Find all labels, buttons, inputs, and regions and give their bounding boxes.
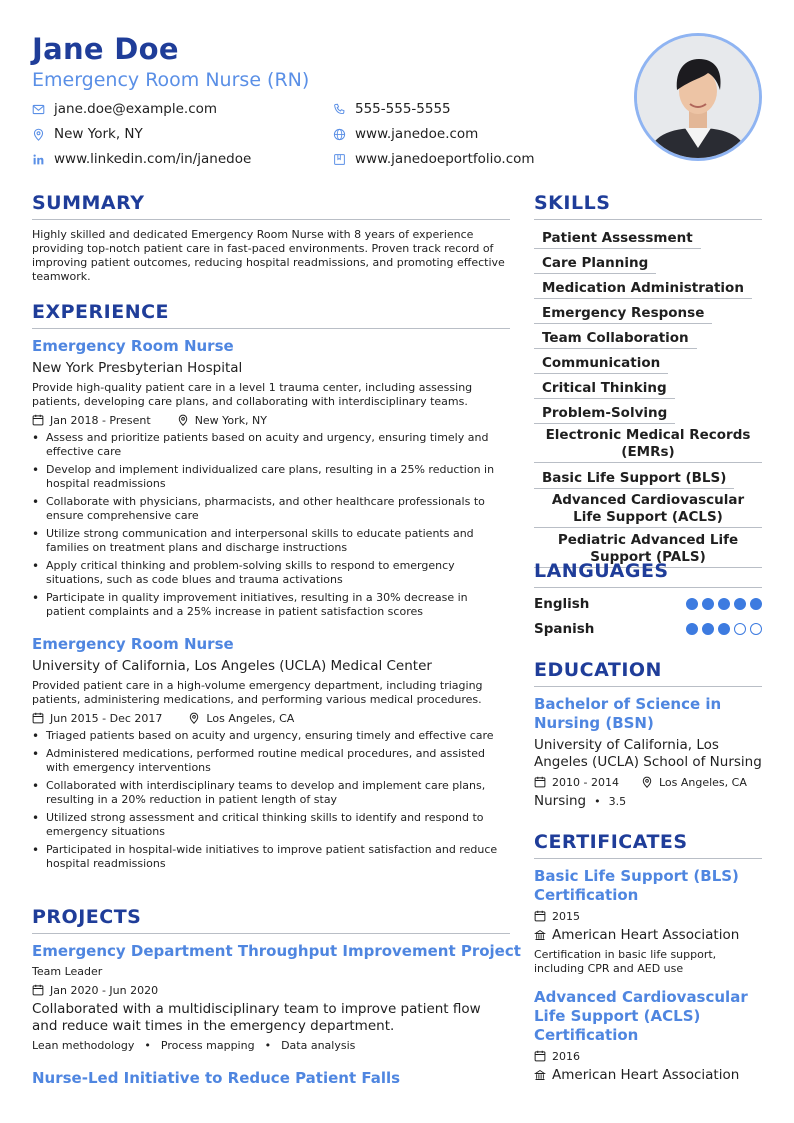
globe-icon — [333, 128, 355, 141]
list-item: • Triaged patients based on acuity and urgency, ensuring timely and effective care — [32, 729, 510, 743]
job-1-role: Emergency Room Nurse — [32, 337, 234, 355]
job-2-role: Emergency Room Nurse — [32, 635, 234, 653]
proficiency-dot-filled — [686, 598, 698, 610]
separator-dot: • — [594, 794, 601, 808]
list-item: • Utilize strong communication and interpersonal skills to educate patients and families on treatment plans and discharge instructions — [32, 527, 510, 555]
education-field: Nursing — [534, 793, 587, 809]
certificates-heading: CERTIFICATES — [534, 831, 688, 853]
skill-tag: Patient Assessment — [534, 230, 701, 249]
summary-heading: SUMMARY — [32, 192, 145, 214]
linkedin-icon — [32, 153, 54, 166]
education-dates: 2010 - 2014 — [552, 775, 619, 789]
separator-dot: • — [144, 1039, 151, 1052]
calendar-icon — [32, 712, 44, 724]
job-1-meta — [32, 412, 267, 428]
skills-heading: SKILLS — [534, 192, 611, 214]
candidate-title: Emergency Room Nurse (RN) — [32, 69, 310, 91]
job-2-desc: Provided patient care in a high-volume emergency department, including triaging patients, administering medications, and performing various medical procedures. — [32, 679, 483, 706]
education-degree: Bachelor of Science in Nursing (BSN) — [534, 695, 722, 732]
job-1-desc: Provide high-quality patient care in a level 1 trauma center, including assessing patients, developing care plans, and collaborating with interdisciplinary teams. — [32, 381, 473, 408]
certificate-1-issuer-row — [534, 927, 739, 943]
separator-dot: • — [264, 1039, 272, 1052]
project-2-title: Nurse-Led Initiative to Reduce Patient Falls — [32, 1069, 401, 1087]
education-heading: EDUCATION — [534, 659, 662, 681]
list-item: • Develop and implement individualized care plans, resulting in a 25% reduction in hospital readmissions — [32, 463, 510, 491]
contact-block — [32, 99, 592, 174]
location-pin-icon — [641, 776, 653, 788]
list-item: • Participate in quality improvement initiatives, resulting in a 30% decrease in patient complaints and a 25% increase in patient satisfaction scores — [32, 591, 510, 619]
location-pin-icon — [188, 712, 200, 724]
job-1-bullets — [32, 431, 510, 623]
language-row-english — [534, 596, 762, 614]
email-text: jane.doe@example.com — [54, 101, 218, 117]
certificates-divider — [534, 858, 762, 859]
job-2-location: Los Angeles, CA — [206, 711, 295, 725]
job-2-meta — [32, 710, 294, 726]
proficiency-dot-empty — [750, 623, 762, 635]
proficiency-dot-filled — [734, 598, 746, 610]
certificate-2-issuer-row — [534, 1067, 739, 1083]
portfolio-icon — [333, 153, 355, 166]
certificate-2-year-row — [534, 1048, 580, 1064]
calendar-icon — [32, 414, 44, 426]
skill-tag: Advanced Cardiovascular Life Support (ACLS) — [534, 492, 762, 528]
portfolio-text: www.janedoeportfolio.com — [355, 151, 535, 167]
experience-heading: EXPERIENCE — [32, 301, 170, 323]
education-field-row — [534, 793, 626, 809]
experience-divider — [32, 328, 510, 329]
education-school: University of California, Los Angeles (UCLA) School of Nursing — [534, 737, 762, 770]
institution-icon — [534, 1069, 546, 1081]
projects-heading: PROJECTS — [32, 906, 142, 928]
certificate-1-title: Basic Life Support (BLS) Certification — [534, 867, 739, 904]
skill-tag: Medication Administration — [534, 280, 752, 299]
location-pin-icon — [177, 414, 189, 426]
certificate-1-year-row — [534, 908, 580, 924]
calendar-icon — [32, 984, 44, 996]
calendar-icon — [534, 910, 546, 922]
list-item: • Participated in hospital-wide initiatives to improve patient satisfaction and reduce hospital readmissions — [32, 843, 510, 871]
education-location: Los Angeles, CA — [658, 775, 747, 789]
skills-list — [534, 227, 762, 572]
certificate-1-desc: Certification in basic life support, including CPR and AED use — [534, 948, 717, 975]
language-row-spanish — [534, 621, 762, 639]
list-item: • Administered medications, performed routine medical procedures, and assisted with emergency interventions — [32, 747, 510, 775]
languages-divider — [534, 587, 762, 588]
certificate-2-year: 2016 — [552, 1049, 580, 1063]
tag: Lean methodology — [32, 1039, 135, 1052]
skill-tag: Critical Thinking — [534, 380, 675, 399]
language-name: Spanish — [534, 621, 595, 637]
contact-phone[interactable] — [333, 99, 451, 119]
proficiency-dot-empty — [734, 623, 746, 635]
proficiency-dot-filled — [718, 598, 730, 610]
language-name: English — [534, 596, 590, 612]
job-1-location: New York, NY — [194, 413, 267, 427]
skills-divider — [534, 219, 762, 220]
calendar-icon — [534, 1050, 546, 1062]
summary-text: Highly skilled and dedicated Emergency Room Nurse with 8 years of experience providing top-notch patient care in fast-paced environments. Proven track record of improving patient outcomes, reducing hospital readmissions, and promoting effective teamwork. — [32, 228, 505, 283]
certificate-2-issuer: American Heart Association — [552, 1067, 740, 1083]
list-item: • Utilized strong assessment and critical thinking skills to identify and respond to emergency situations — [32, 811, 510, 839]
education-gpa: 3.5 — [608, 794, 627, 808]
job-2-bullets — [32, 729, 510, 875]
phone-icon — [333, 103, 355, 116]
candidate-name: Jane Doe — [32, 32, 179, 66]
skill-tag: Basic Life Support (BLS) — [534, 470, 734, 489]
skill-tag: Electronic Medical Records (EMRs) — [534, 427, 762, 463]
phone-text: 555-555-5555 — [355, 101, 451, 117]
contact-email[interactable] — [32, 99, 217, 119]
job-1-dates: Jan 2018 - Present — [50, 413, 151, 427]
skill-tag: Emergency Response — [534, 305, 712, 324]
job-2-dates: Jun 2015 - Dec 2017 — [50, 711, 163, 725]
certificate-2-title: Advanced Cardiovascular Life Support (ACLS) Certification — [534, 988, 748, 1044]
tag: Data analysis — [281, 1039, 356, 1052]
tag: Process mapping — [160, 1039, 255, 1052]
linkedin-text: www.linkedin.com/in/janedoe — [54, 151, 252, 167]
location-pin-icon — [32, 128, 54, 141]
project-1-dates: Jan 2020 - Jun 2020 — [50, 983, 159, 997]
education-meta — [534, 774, 747, 790]
certificate-1-issuer: American Heart Association — [552, 927, 740, 943]
languages-heading: LANGUAGES — [534, 560, 669, 582]
list-item: • Assess and prioritize patients based on acuity and urgency, ensuring timely and effective care — [32, 431, 510, 459]
institution-icon — [534, 929, 546, 941]
proficiency-dot-filled — [718, 623, 730, 635]
skill-tag: Pediatric Advanced Life Support (PALS) — [534, 532, 762, 568]
contact-portfolio[interactable] — [333, 149, 535, 169]
job-1-org: New York Presbyterian Hospital — [32, 360, 243, 376]
project-1-role: Team Leader — [32, 965, 103, 978]
location-text: New York, NY — [54, 126, 143, 142]
project-1-desc: Collaborated with a multidisciplinary team to improve patient flow and reduce wait times in the emergency department. — [32, 1001, 481, 1034]
contact-location — [32, 124, 143, 144]
proficiency-dots — [686, 598, 762, 610]
mail-icon — [32, 103, 54, 116]
skill-tag: Team Collaboration — [534, 330, 697, 349]
calendar-icon — [534, 776, 546, 788]
proficiency-dot-filled — [750, 598, 762, 610]
proficiency-dots — [686, 623, 762, 635]
project-1-tags — [32, 1039, 355, 1052]
skill-tag: Communication — [534, 355, 668, 374]
proficiency-dot-filled — [686, 623, 698, 635]
list-item: • Collaborate with physicians, pharmacists, and other healthcare professionals to ensure comprehensive care — [32, 495, 510, 523]
proficiency-dot-filled — [702, 598, 714, 610]
project-1-meta — [32, 982, 158, 998]
projects-divider — [32, 933, 510, 934]
skill-tag: Problem-Solving — [534, 405, 675, 424]
certificate-1-year: 2015 — [552, 909, 580, 923]
proficiency-dot-filled — [702, 623, 714, 635]
list-item: • Collaborated with interdisciplinary teams to develop and implement care plans, resulting in a 20% reduction in patient length of stay — [32, 779, 510, 807]
summary-divider — [32, 219, 510, 220]
project-1-title: Emergency Department Throughput Improvement Project — [32, 942, 521, 960]
job-2-org: University of California, Los Angeles (UCLA) Medical Center — [32, 658, 432, 674]
profile-photo-icon — [637, 36, 759, 158]
avatar — [634, 33, 762, 161]
contact-website[interactable] — [333, 124, 478, 144]
skill-tag: Care Planning — [534, 255, 656, 274]
website-text: www.janedoe.com — [355, 126, 479, 142]
contact-linkedin[interactable] — [32, 149, 251, 169]
list-item: • Apply critical thinking and problem-solving skills to respond to emergency situations, such as code blues and trauma activations — [32, 559, 510, 587]
education-divider — [534, 686, 762, 687]
